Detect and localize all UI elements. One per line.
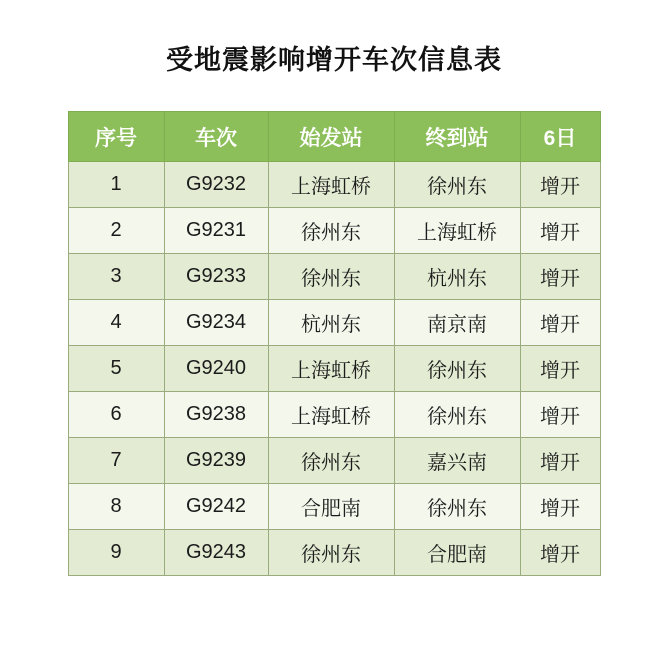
cell-origin: 上海虹桥 [268, 392, 394, 438]
cell-day6: 增开 [520, 438, 600, 484]
cell-train-number: G9239 [164, 438, 268, 484]
cell-train-number: G9233 [164, 254, 268, 300]
table-header-row [68, 112, 600, 162]
cell-index: 4 [68, 300, 164, 346]
cell-index: 5 [68, 346, 164, 392]
cell-index: 7 [68, 438, 164, 484]
cell-origin: 徐州东 [268, 438, 394, 484]
cell-destination: 嘉兴南 [394, 438, 520, 484]
cell-day6: 增开 [520, 208, 600, 254]
cell-day6: 增开 [520, 346, 600, 392]
cell-day6: 增开 [520, 484, 600, 530]
cell-origin: 合肥南 [268, 484, 394, 530]
table-header [68, 112, 600, 162]
column-header-index: 序号 [68, 112, 164, 162]
cell-origin: 上海虹桥 [268, 346, 394, 392]
cell-origin: 徐州东 [268, 530, 394, 576]
cell-origin: 徐州东 [268, 254, 394, 300]
cell-day6: 增开 [520, 162, 600, 208]
cell-index: 1 [68, 162, 164, 208]
cell-train-number: G9232 [164, 162, 268, 208]
cell-train-number: G9234 [164, 300, 268, 346]
column-header-origin: 始发站 [268, 112, 394, 162]
cell-destination: 合肥南 [394, 530, 520, 576]
cell-origin: 徐州东 [268, 208, 394, 254]
train-schedule-table-wrapper [68, 111, 601, 576]
table-row [68, 530, 600, 576]
table-row [68, 162, 600, 208]
table-row [68, 300, 600, 346]
table-row [68, 346, 600, 392]
cell-destination: 徐州东 [394, 392, 520, 438]
cell-day6: 增开 [520, 254, 600, 300]
cell-index: 8 [68, 484, 164, 530]
train-schedule-table [68, 111, 601, 576]
cell-index: 3 [68, 254, 164, 300]
cell-index: 6 [68, 392, 164, 438]
cell-train-number: G9231 [164, 208, 268, 254]
column-header-train-number: 车次 [164, 112, 268, 162]
cell-day6: 增开 [520, 392, 600, 438]
cell-destination: 徐州东 [394, 162, 520, 208]
cell-destination: 徐州东 [394, 346, 520, 392]
cell-day6: 增开 [520, 530, 600, 576]
table-row [68, 392, 600, 438]
cell-day6: 增开 [520, 300, 600, 346]
column-header-day6: 6日 [520, 112, 600, 162]
cell-destination: 徐州东 [394, 484, 520, 530]
table-row [68, 438, 600, 484]
cell-destination: 杭州东 [394, 254, 520, 300]
cell-origin: 上海虹桥 [268, 162, 394, 208]
column-header-destination: 终到站 [394, 112, 520, 162]
page-title: 受地震影响增开车次信息表 [166, 45, 502, 75]
table-row [68, 208, 600, 254]
cell-train-number: G9242 [164, 484, 268, 530]
cell-origin: 杭州东 [268, 300, 394, 346]
cell-train-number: G9243 [164, 530, 268, 576]
cell-destination: 南京南 [394, 300, 520, 346]
table-body [68, 162, 600, 576]
table-row [68, 484, 600, 530]
cell-train-number: G9240 [164, 346, 268, 392]
cell-destination: 上海虹桥 [394, 208, 520, 254]
table-row [68, 254, 600, 300]
cell-train-number: G9238 [164, 392, 268, 438]
cell-index: 2 [68, 208, 164, 254]
cell-index: 9 [68, 530, 164, 576]
